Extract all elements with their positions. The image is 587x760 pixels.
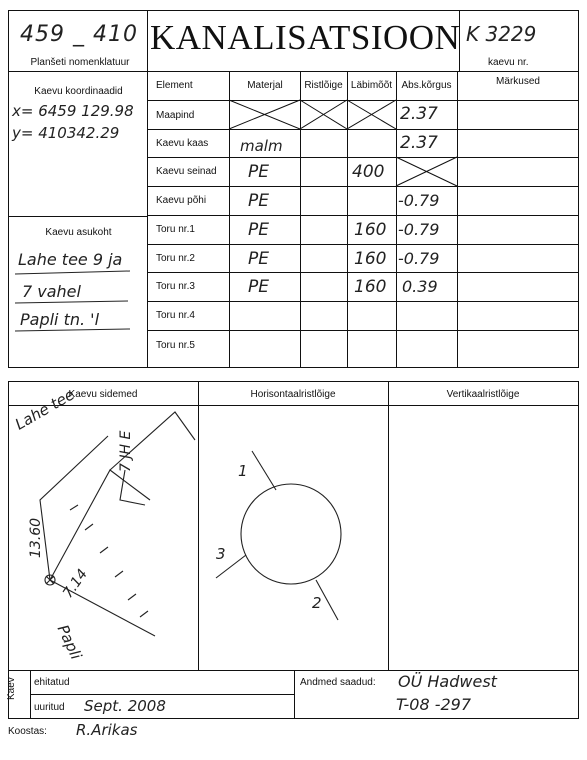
row-material: PE <box>248 277 269 297</box>
compiled-value: R.Arikas <box>76 721 138 739</box>
row-element: Toru nr.3 <box>156 281 195 292</box>
header-elevation: Abs.kõrgus <box>401 80 452 91</box>
row-element: Toru nr.5 <box>156 340 195 351</box>
header-diameter: Läbimõõt <box>350 80 393 91</box>
row-elevation: 2.37 <box>400 133 438 153</box>
row-material: PE <box>248 191 269 211</box>
sketch-street-top: Lahe tee <box>12 385 78 434</box>
row-diameter: 160 <box>354 220 387 240</box>
pipe-label-1: 1 <box>238 462 248 480</box>
header-cross-section: Ristlõige <box>304 80 343 91</box>
surveyed-label: uuritud <box>34 702 65 713</box>
well-number-label: kaevu nr. <box>488 57 529 68</box>
location-line-3: Papli tn. 'l <box>20 310 100 329</box>
row-element: Toru nr.4 <box>156 310 195 321</box>
location-line-1: Lahe tee 9 ja <box>18 250 123 269</box>
row-material: malm <box>240 137 283 155</box>
row-element: Toru nr.1 <box>156 224 195 235</box>
sketch-street-bottom: Papli <box>53 622 86 663</box>
sketch-dimension-small: 7.14 <box>60 566 91 602</box>
pipe-label-3: 3 <box>216 545 226 563</box>
row-diameter: 160 <box>354 277 387 297</box>
data-from-label: Andmed saadud: <box>300 677 376 688</box>
horizontal-section-label: Horisontaalristlõige <box>250 389 336 400</box>
compiled-label: Koostas: <box>8 726 47 737</box>
page-title: KANALISATSIOON <box>150 18 461 57</box>
data-from-value-2: T-08 -297 <box>396 695 472 714</box>
header-notes: Märkused <box>496 76 540 87</box>
row-element: Kaevu kaas <box>156 138 209 149</box>
location-line-2: 7 vahel <box>22 282 81 301</box>
coordinate-x: x= 6459 129.98 <box>12 102 134 120</box>
row-diameter: 400 <box>352 162 385 182</box>
data-from-value-1: OÜ Hadwest <box>398 672 497 691</box>
coordinate-y: y= 410342.29 <box>12 124 120 142</box>
surveyed-value: Sept. 2008 <box>84 697 166 715</box>
row-element: Toru nr.2 <box>156 253 195 264</box>
footer-side-label: Kaev <box>6 677 17 700</box>
horizontal-section-drawing <box>216 451 341 620</box>
row-material: PE <box>248 249 269 269</box>
row-elevation: -0.79 <box>398 220 440 239</box>
row-elevation: -0.79 <box>398 249 440 268</box>
nomenclature-value: 459 _ 410 <box>20 22 138 47</box>
header-material: Materjal <box>247 80 283 91</box>
sketch-dimension-vertical: 13.60 <box>28 517 44 558</box>
row-element: Kaevu põhi <box>156 195 207 206</box>
connections-label: Kaevu sidemed <box>68 389 138 400</box>
coordinates-label: Kaevu koordinaadid <box>34 86 123 97</box>
row-material: PE <box>248 220 269 240</box>
row-elevation: 0.39 <box>402 277 438 296</box>
vertical-section-label: Vertikaalristlõige <box>446 389 520 400</box>
row-elevation: 2.37 <box>400 104 438 124</box>
location-label: Kaevu asukoht <box>45 227 112 238</box>
row-elevation: -0.79 <box>398 191 440 210</box>
row-diameter: 160 <box>354 249 387 269</box>
built-label: ehitatud <box>34 677 70 688</box>
row-element: Maapind <box>156 110 195 121</box>
row-element: Kaevu seinad <box>156 166 217 177</box>
pipe-label-2: 2 <box>312 594 322 612</box>
well-number-value: K 3229 <box>466 22 537 46</box>
row-material: PE <box>248 162 269 182</box>
sketch-house: 7 JH E <box>118 430 134 472</box>
location-underlines <box>10 265 136 335</box>
nomenclature-label: Planšeti nomenklatuur <box>30 57 130 68</box>
header-element: Element <box>156 80 193 91</box>
